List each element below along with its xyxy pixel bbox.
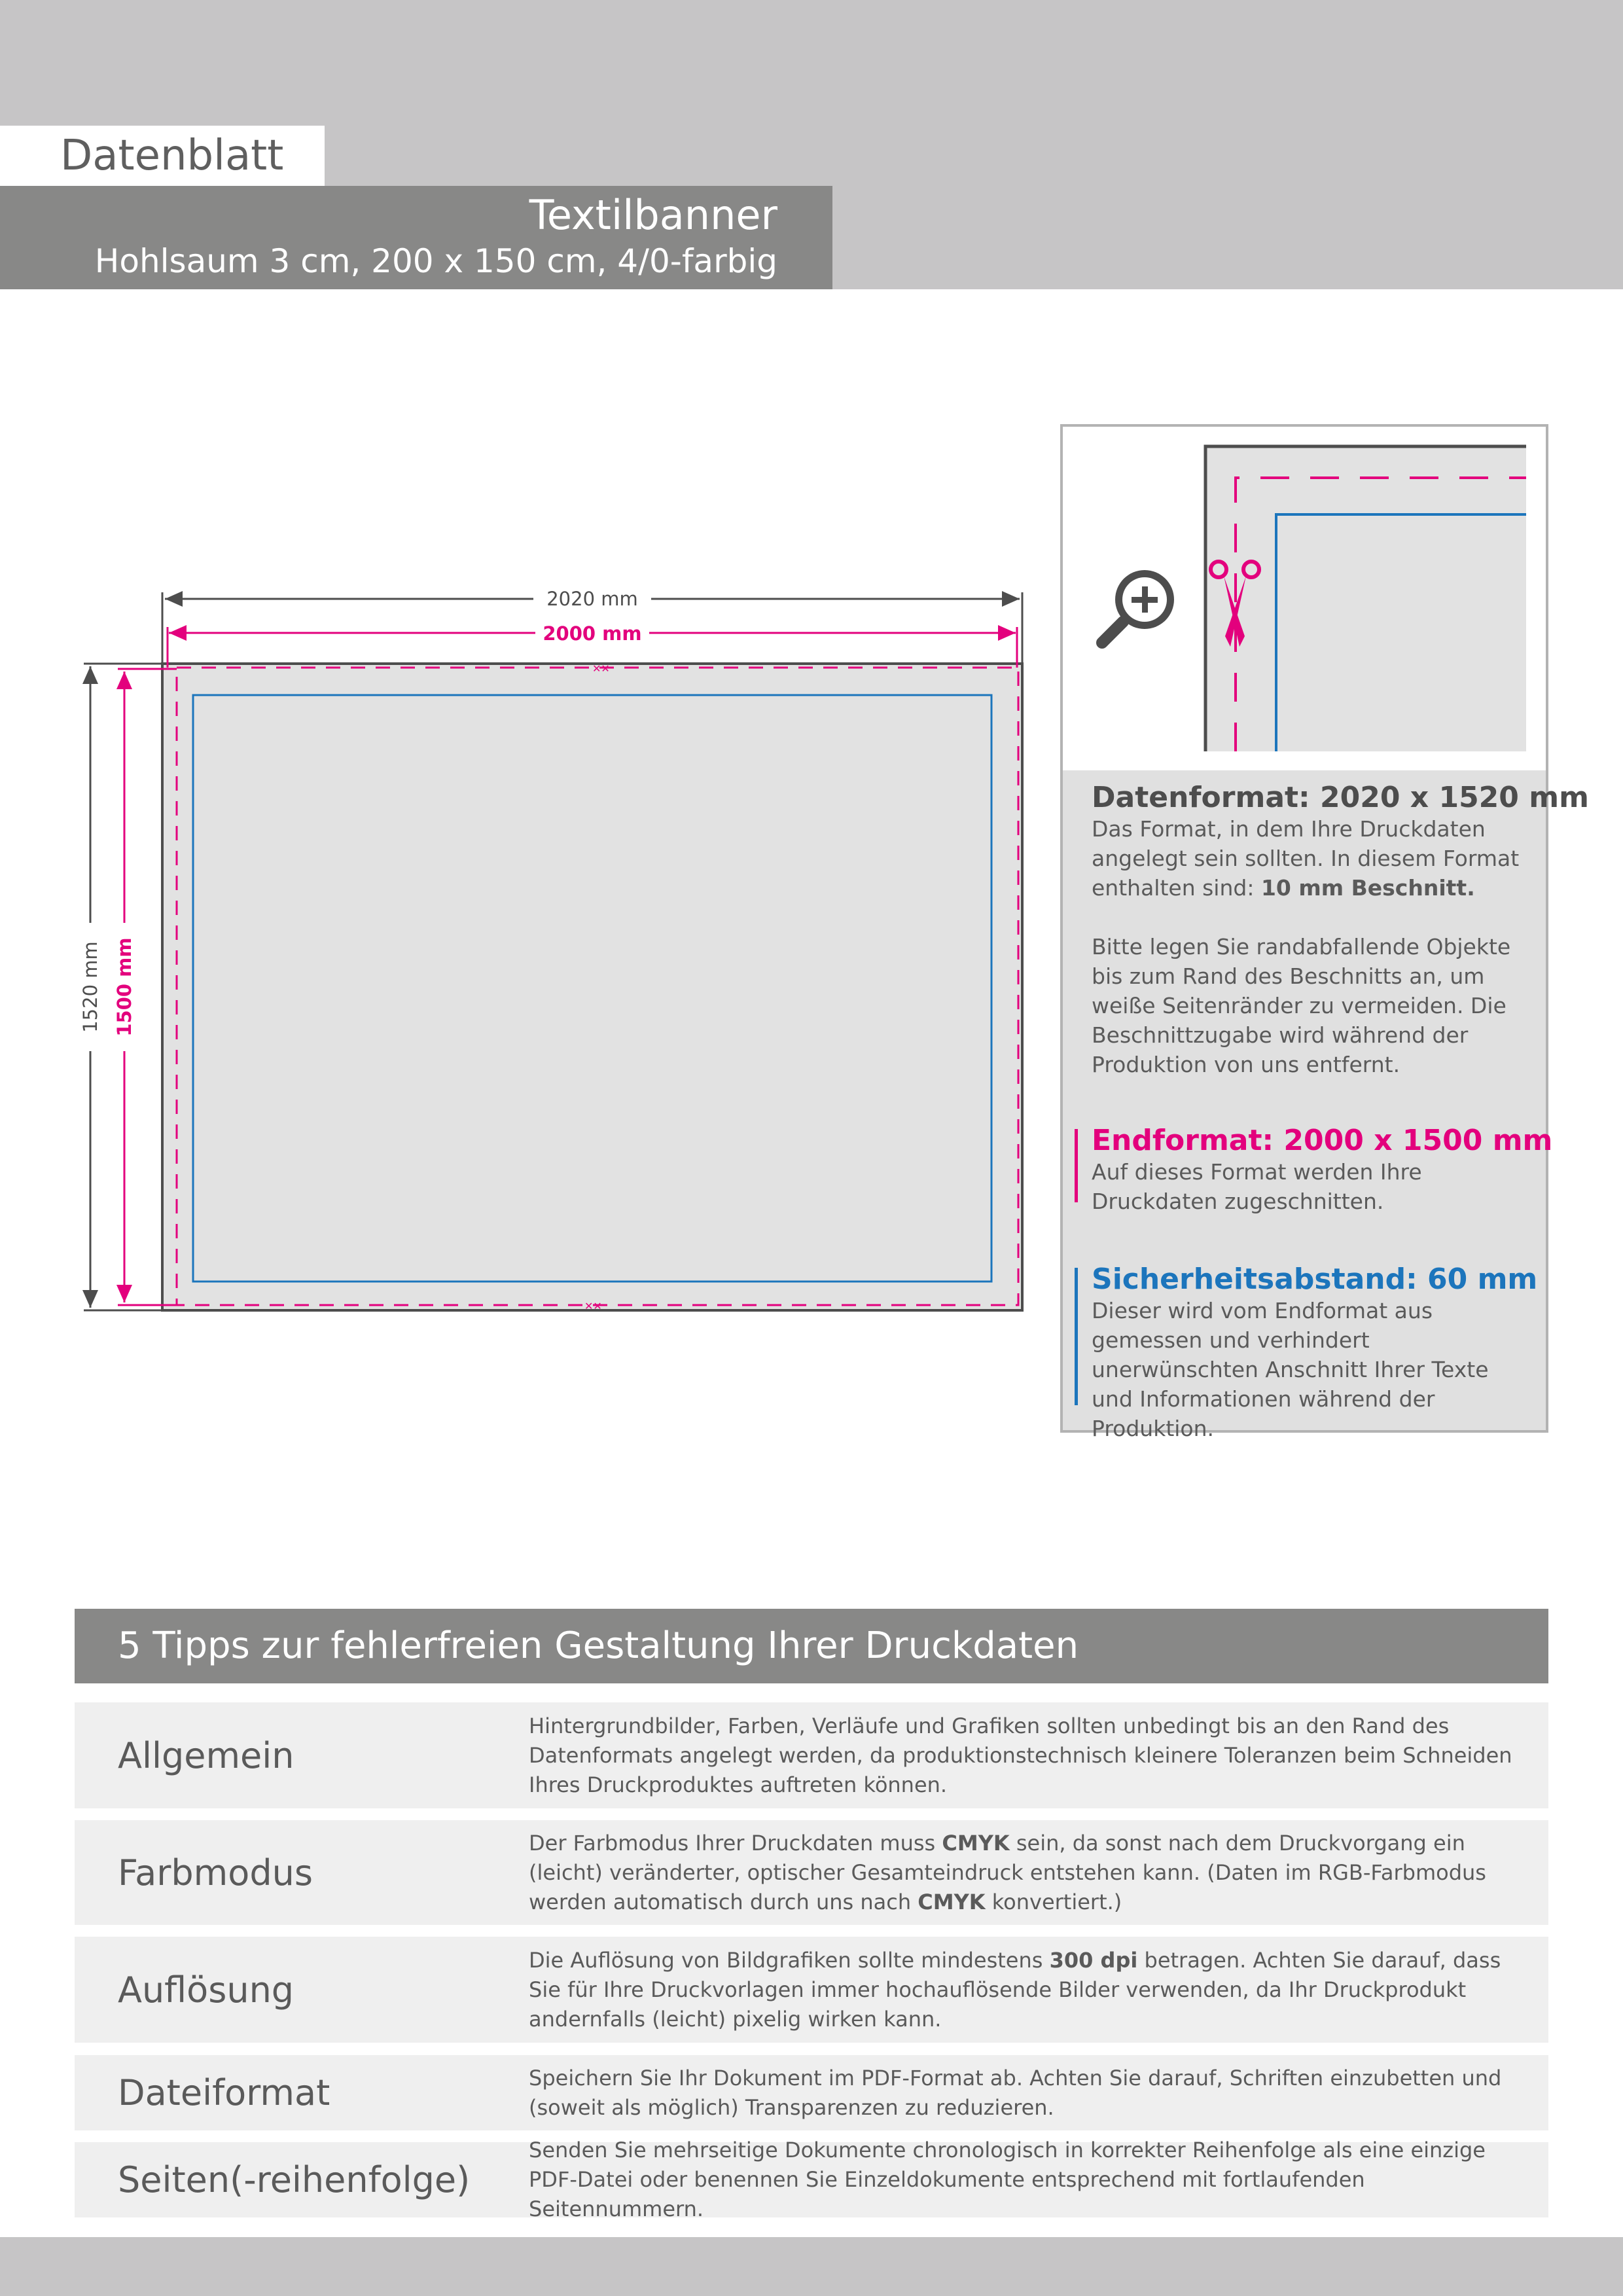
datenformat-heading: Datenformat: 2020 x 1520 mm (1092, 781, 1589, 814)
tips-title: 5 Tipps zur fehlerfreien Gestaltung Ihrer Druckdaten (75, 1609, 1548, 1683)
tip-text: Hintergrundbilder, Farben, Verläufe und Grafiken sollten unbedingt bis an den Rand des Datenformats angelegt werden, da produktionstechnisch kleinere Toleranzen beim Schneiden Ihres Druckproduktes auftreten können. (529, 1713, 1512, 1797)
tip-row-seiten (75, 2138, 1548, 2221)
product-subtitle: Hohlsaum 3 cm, 200 x 150 cm, 4/0-farbig (94, 242, 777, 280)
tip-label: Dateiformat (118, 2072, 330, 2113)
tip-label: Seiten(-reihenfolge) (118, 2159, 471, 2200)
sicherheit-text: Dieser wird vom Endformat aus gemessen und verhindert unerwünschten Anschnitt Ihrer Texte und Informationen während der Produktion. (1092, 1298, 1489, 1441)
tip-row-allgemein (75, 1702, 1548, 1808)
endformat-text: Auf dieses Format werden Ihre Druckdaten zugeschnitten. (1092, 1159, 1422, 1214)
datenformat-note: Bitte legen Sie randabfallende Objekte bis zum Rand des Beschnitts an, um weiße Seitenränder zu vermeiden. Die Beschnittzugabe wird während der Produktion von uns entfernt. (1092, 934, 1511, 1077)
data-format-area (162, 664, 1022, 1310)
svg-text:✕✕: ✕✕ (592, 662, 610, 675)
endformat-marker (1075, 1129, 1078, 1202)
tip-label: Allgemein (118, 1734, 294, 1776)
sicherheit-section (1092, 1263, 1538, 1443)
tip-text: Der Farbmodus Ihrer Druckdaten muss CMYK sein, da sonst nach dem Druckvorgang ein (leicht) veränderter, optischer Gesamteindruck entstehen kann. (Daten im RGB-Farbmodus werden automatisch durch uns nach CMYK konvertiert.) (529, 1830, 1486, 1914)
endformat-heading: Endformat: 2000 x 1500 mm (1092, 1124, 1553, 1157)
outer-width-label: 2020 mm (546, 588, 638, 610)
tip-text: Speichern Sie Ihr Dokument im PDF-Format ab. Achten Sie darauf, Schriften einzubetten und (soweit als möglich) Transparenzen zu reduzieren. (529, 2065, 1502, 2120)
endformat-section (1092, 1124, 1553, 1216)
footer-band (0, 2237, 1623, 2296)
tip-text: Die Auflösung von Bildgrafiken sollte mindestens 300 dpi betragen. Achten Sie darauf, dass Sie für Ihre Druckvorlagen immer hochauflösende Bilder verwenden, da Ihr Druckprodukt andernfalls (leicht) pixelig wirken kann. (529, 1947, 1501, 2032)
datenformat-text: Das Format, in dem Ihre Druckdaten angelegt sein sollten. In diesem Format enthalten sind: 10 mm Beschnitt. (1092, 816, 1520, 901)
tip-text: Senden Sie mehrseitige Dokumente chronologisch in korrekter Reihenfolge als eine einzige PDF-Datei oder benennen Sie Einzeldokumente entsprechend mit fortlaufenden Seitennummern. (529, 2138, 1486, 2221)
datenformat-section (1092, 781, 1589, 1079)
svg-text:✕✕: ✕✕ (584, 1300, 602, 1312)
outer-height-label: 1520 mm (79, 941, 101, 1033)
product-title: Textilbanner (529, 191, 777, 239)
inner-height-label: 1500 mm (113, 937, 135, 1037)
tip-label: Farbmodus (118, 1852, 313, 1893)
sicherheit-heading: Sicherheitsabstand: 60 mm (1092, 1263, 1538, 1296)
safety-marker (1075, 1268, 1078, 1405)
tip-row-farbmodus (75, 1820, 1548, 1925)
zoom-in-icon (1102, 570, 1174, 643)
tip-row-dateiformat (75, 2055, 1548, 2130)
zoom-detail-panel (1060, 424, 1548, 770)
document-label: Datenblatt (0, 126, 325, 186)
tip-label: Auflösung (118, 1969, 294, 2011)
inner-width-label: 2000 mm (543, 622, 642, 645)
format-info-panel (1060, 770, 1589, 1441)
tip-row-aufloesung (75, 1937, 1548, 2043)
